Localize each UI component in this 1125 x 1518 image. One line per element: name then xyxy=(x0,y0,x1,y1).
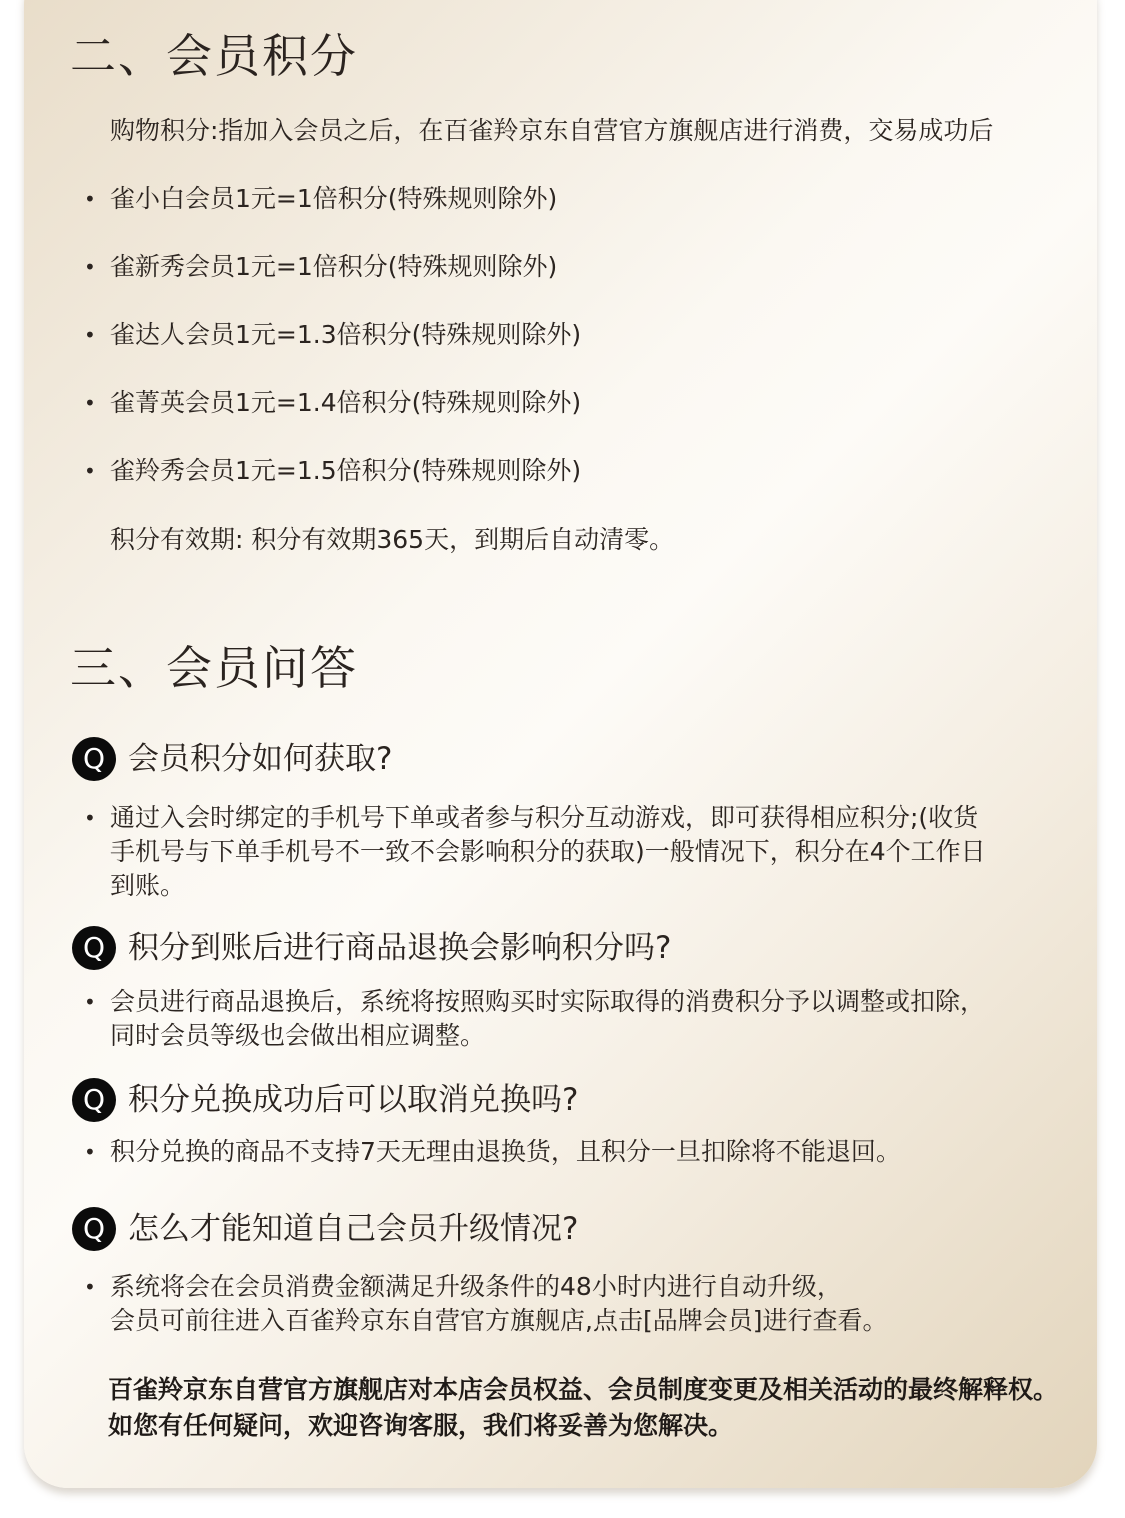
tier-text: 雀小白会员1元=1倍积分(特殊规则除外) xyxy=(110,184,558,213)
faq-question xyxy=(72,1207,578,1251)
footer-disclaimer: 百雀羚京东自营官方旗舰店对本店会员权益、会员制度变更及相关活动的最终解释权。 如您有任何疑问，欢迎咨询客服，我们将妥善为您解决。 xyxy=(108,1375,1059,1440)
list-item xyxy=(84,386,1045,420)
faq-answer xyxy=(84,1135,1045,1169)
section-title-points: 二、会员积分 xyxy=(70,29,358,83)
q-badge-icon: Q xyxy=(72,1078,116,1122)
list-item xyxy=(84,182,1045,216)
bullet-dot-icon: • xyxy=(84,255,96,279)
faq-answer-text: 积分兑换的商品不支持7天无理由退换货，且积分一旦扣除将不能退回。 xyxy=(110,1137,901,1166)
q-badge-icon: Q xyxy=(72,1207,116,1251)
tier-text: 雀达人会员1元=1.3倍积分(特殊规则除外) xyxy=(110,320,582,349)
list-item xyxy=(84,454,1045,488)
q-badge-icon: Q xyxy=(72,926,116,970)
tier-text: 雀新秀会员1元=1倍积分(特殊规则除外) xyxy=(110,252,558,281)
bullet-dot-icon: • xyxy=(84,1275,96,1299)
bullet-dot-icon: • xyxy=(84,1140,96,1164)
tier-text: 雀羚秀会员1元=1.5倍积分(特殊规则除外) xyxy=(110,456,582,485)
q-badge-icon: Q xyxy=(72,737,116,781)
faq-answer-text: 系统将会在会员消费金额满足升级条件的48小时内进行自动升级， 会员可前往进入百雀羚京东自营官方旗舰店,点击[品牌会员]进行查看。 xyxy=(110,1272,888,1335)
bullet-dot-icon: • xyxy=(84,990,96,1014)
faq-answer-text: 会员进行商品退换后，系统将按照购买时实际取得的消费积分予以调整或扣除， 同时会员等级也会做出相应调整。 xyxy=(110,987,986,1050)
list-item xyxy=(84,250,1045,284)
faq-answer-text: 通过入会时绑定的手机号下单或者参与积分互动游戏，即可获得相应积分;(收货 手机号与下单手机号不一致不会影响积分的获取)一般情况下，积分在4个工作日 到账。 xyxy=(110,803,986,900)
faq-question xyxy=(72,1078,578,1122)
points-intro: 购物积分:指加入会员之后，在百雀羚京东自营官方旗舰店进行消费，交易成功后 xyxy=(110,116,994,145)
section-title-faq: 三、会员问答 xyxy=(70,641,358,695)
bullet-dot-icon: • xyxy=(84,391,96,415)
faq-question-text: 积分兑换成功后可以取消兑换吗? xyxy=(128,1082,579,1118)
faq-question-text: 积分到账后进行商品退换会影响积分吗? xyxy=(128,930,672,966)
bullet-dot-icon: • xyxy=(84,323,96,347)
bullet-dot-icon: • xyxy=(84,806,96,830)
list-item xyxy=(84,318,1045,352)
faq-question-text: 会员积分如何获取? xyxy=(128,741,393,777)
faq-answer xyxy=(84,801,1045,903)
bullet-dot-icon: • xyxy=(84,187,96,211)
faq-question xyxy=(72,926,671,970)
tier-text: 雀菁英会员1元=1.4倍积分(特殊规则除外) xyxy=(110,388,582,417)
faq-question xyxy=(72,737,392,781)
points-validity: 积分有效期: 积分有效期365天，到期后自动清零。 xyxy=(110,525,675,554)
faq-question-text: 怎么才能知道自己会员升级情况? xyxy=(128,1211,579,1247)
faq-answer xyxy=(84,985,1045,1053)
bullet-dot-icon: • xyxy=(84,459,96,483)
faq-answer xyxy=(84,1270,1045,1338)
